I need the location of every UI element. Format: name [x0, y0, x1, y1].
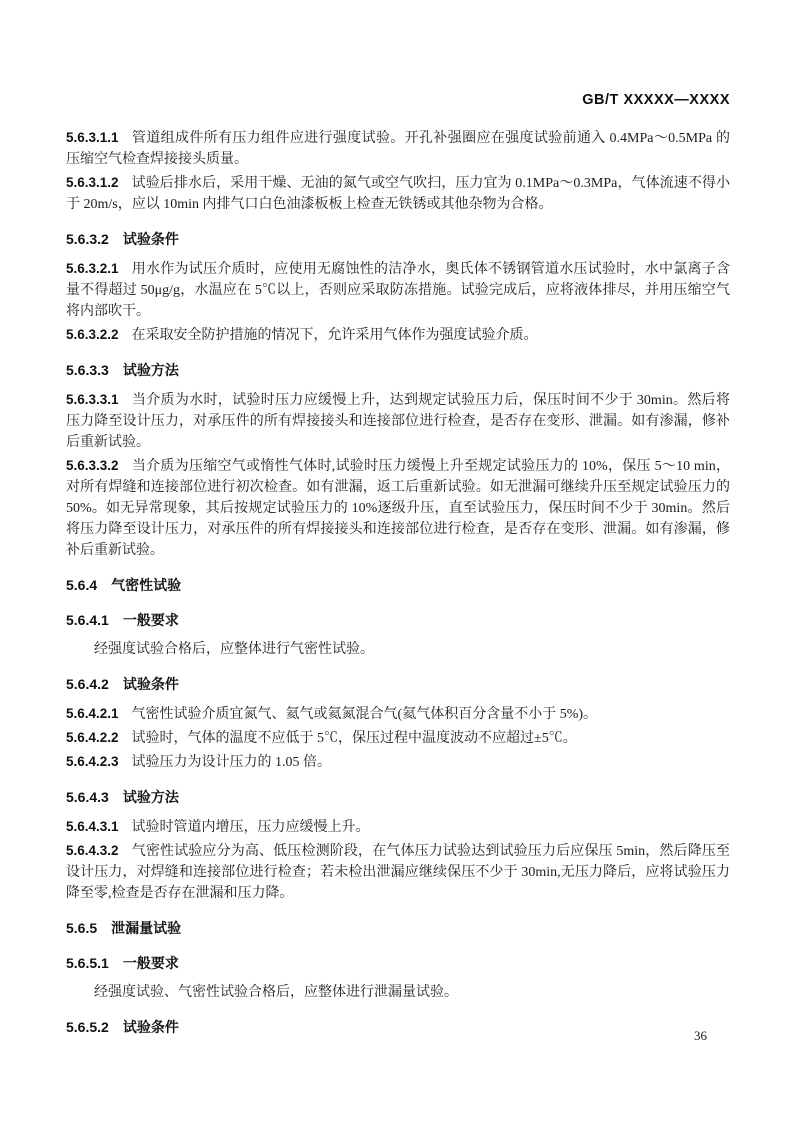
paragraph — [66, 751, 730, 773]
clause-title: 泄漏量试验 — [111, 920, 182, 936]
clause-heading — [66, 787, 730, 808]
paragraph-text: 当介质为水时，试验时压力应缓慢上升，达到规定试验压力后，保压时间不少于 30min。然后将压力降至设计压力，对承压件的所有焊接接头和连接部位进行检查，是否存在变形、泄漏。如有渗漏，修补后重新试验。 — [66, 393, 730, 450]
paragraph — [66, 455, 730, 561]
clause-number: 5.6.3.1.1 — [66, 130, 119, 145]
paragraph — [66, 816, 730, 838]
clause-title: 试验方法 — [122, 789, 179, 805]
paragraph-text: 经强度试验合格后，应整体进行气密性试验。 — [94, 642, 374, 657]
clause-heading — [66, 1017, 730, 1038]
clause-title: 试验方法 — [122, 362, 179, 378]
clause-number: 5.6.3.3 — [66, 362, 109, 378]
paragraph-text: 用水作为试压介质时，应使用无腐蚀性的洁净水，奥氏体不锈钢管道水压试验时，水中氯离子含量不得超过 50μg/g，水温应在 5℃以上，否则应采取防冻措施。试验完成后，应将液体排尽，并用压缩空气将内部吹干。 — [66, 262, 730, 319]
clause-number: 5.6.4.3 — [66, 789, 109, 805]
paragraph-text: 气密性试验介质宜氮气、氦气或氦氮混合气(氦气体积百分含量不小于 5%)。 — [131, 707, 598, 722]
paragraph-text: 管道组成件所有压力组件应进行强度试验。开孔补强圈应在强度试验前通入 0.4MPa～0.5MPa 的压缩空气检查焊接接头质量。 — [66, 131, 730, 167]
clause-heading — [66, 953, 730, 974]
paragraph — [66, 389, 730, 453]
clause-title: 试验条件 — [122, 1019, 179, 1035]
paragraph — [66, 840, 730, 904]
paragraph — [66, 172, 730, 215]
paragraph — [66, 127, 730, 170]
clause-number: 5.6.4.1 — [66, 612, 109, 628]
clause-heading — [66, 360, 730, 381]
paragraph-text: 在采取安全防护措施的情况下，允许采用气体作为强度试验介质。 — [131, 328, 538, 343]
clause-heading — [66, 610, 730, 631]
clause-title: 试验条件 — [122, 231, 179, 247]
clause-title: 一般要求 — [122, 955, 179, 971]
clause-heading — [66, 674, 730, 695]
paragraph — [66, 703, 730, 725]
clause-number: 5.6.4.3.2 — [66, 843, 119, 858]
paragraph — [66, 982, 730, 1003]
paragraph — [66, 639, 730, 660]
clause-number: 5.6.5.1 — [66, 955, 109, 971]
clause-number: 5.6.4.3.1 — [66, 819, 119, 834]
standard-number-header: GB/T XXXXX—XXXX — [582, 92, 730, 108]
paragraph-text: 当介质为压缩空气或惰性气体时,试验时压力缓慢上升至规定试验压力的 10%，保压 5～10 min，对所有焊缝和连接部位进行初次检查。如有泄漏，返工后重新试验。如无泄漏可继续升压至规定试验压力的 50%。如无异常现象，其后按规定试验压力的 10%逐级升压，直至试验压力，保压时间不少于 30min。然后将压力降至设计压力，对承压件的所有焊接接头和连接部位进行检查，是否存在变形、泄漏。如有渗漏，修补后重新试验。 — [66, 459, 730, 558]
clause-number: 5.6.3.3.2 — [66, 458, 119, 473]
clause-heading — [66, 918, 730, 939]
paragraph-text: 气密性试验应分为高、低压检测阶段，在气体压力试验达到试验压力后应保压 5min，然后降压至设计压力，对焊缝和连接部位进行检查；若未检出泄漏应继续保压不少于 30min,无压力降后，应将试验压力降至零,检查是否存在泄漏和压力降。 — [66, 844, 730, 901]
paragraph-text: 试验压力为设计压力的 1.05 倍。 — [131, 755, 332, 770]
clause-number: 5.6.5 — [66, 920, 98, 936]
clause-number: 5.6.4.2 — [66, 676, 109, 692]
clause-number: 5.6.3.2.2 — [66, 327, 119, 342]
clause-heading — [66, 229, 730, 250]
paragraph-text: 试验时，气体的温度不应低于 5℃，保压过程中温度波动不应超过±5℃。 — [131, 731, 577, 746]
clause-heading — [66, 575, 730, 596]
clause-number: 5.6.3.3.1 — [66, 392, 119, 407]
clause-number: 5.6.3.2 — [66, 231, 109, 247]
clause-number: 5.6.3.2.1 — [66, 261, 119, 276]
clause-number: 5.6.4.2.1 — [66, 706, 119, 721]
paragraph-text: 试验时管道内增压，压力应缓慢上升。 — [131, 820, 370, 835]
paragraph-text: 试验后排水后，采用干燥、无油的氮气或空气吹扫，压力宜为 0.1MPa～0.3MPa，气体流速不得小于 20m/s，应以 10min 内排气口白色油漆板板上检查无铁锈或其他杂物为合格。 — [66, 176, 730, 212]
paragraph — [66, 324, 730, 346]
clause-number: 5.6.3.1.2 — [66, 175, 119, 190]
clause-title: 气密性试验 — [111, 577, 182, 593]
paragraph-text: 经强度试验、气密性试验合格后，应整体进行泄漏量试验。 — [94, 985, 458, 1000]
page-number: 36 — [694, 1028, 707, 1043]
clause-title: 一般要求 — [122, 612, 179, 628]
clause-title: 试验条件 — [122, 676, 179, 692]
clause-number: 5.6.5.2 — [66, 1019, 109, 1035]
clause-number: 5.6.4.2.3 — [66, 754, 119, 769]
clause-number: 5.6.4.2.2 — [66, 730, 119, 745]
clause-number: 5.6.4 — [66, 577, 98, 593]
document-body — [66, 127, 730, 1046]
paragraph — [66, 258, 730, 322]
paragraph — [66, 727, 730, 749]
